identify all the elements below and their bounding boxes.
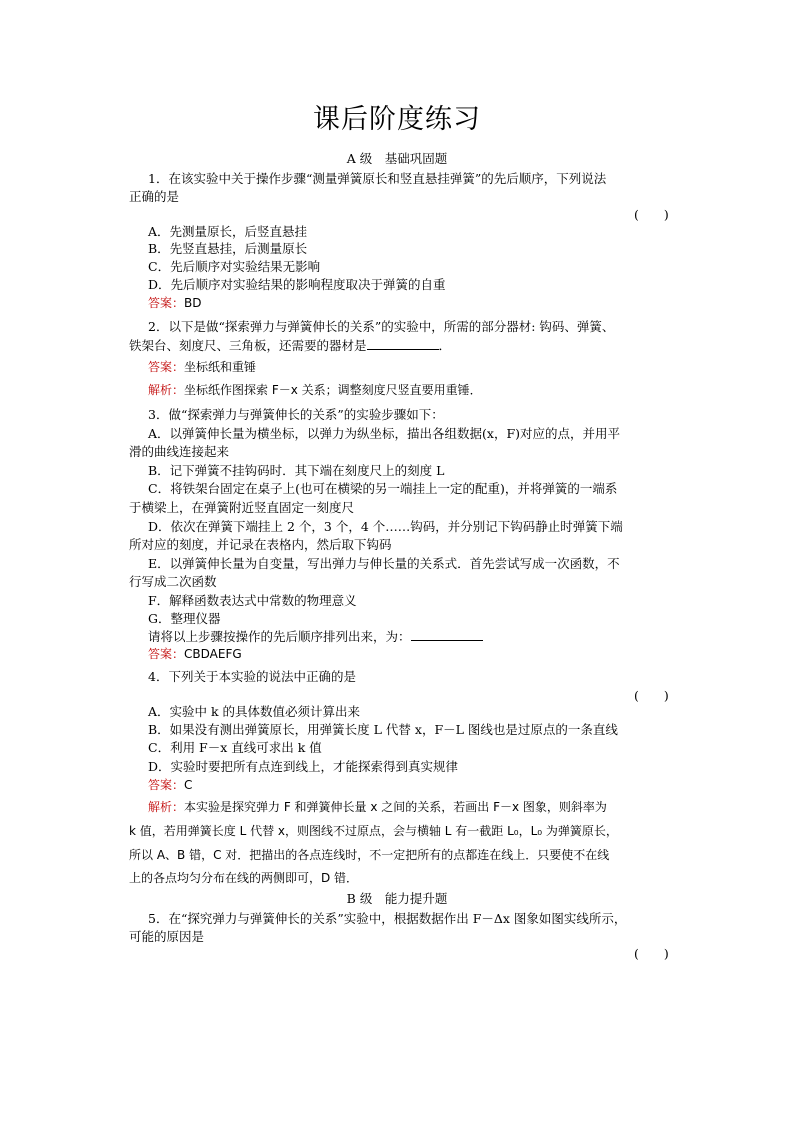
q2-blank (367, 337, 439, 350)
q3-step-b: B．记下弹簧不挂钩码时．其下端在刻度尺上的刻度 L (148, 463, 445, 478)
q4-explain-line3: 所以 A、B 错，C 对．把描出的各点连线时，不一定把所有的点都连在线上．只要使不在线 (129, 848, 610, 862)
q3-step-c-line1: C．将铁架台固定在桌子上(也可在横梁的另一端挂上一定的配重)，并将弹簧的一端系 (148, 481, 618, 496)
section-b-heading: B 级 能力提升题 (346, 891, 448, 906)
q4-answer-bracket: ( ) (634, 688, 669, 703)
q2-answer-row (148, 359, 693, 376)
q3-stem: 3．做“探索弹力与弹簧伸长的关系”的实验步骤如下： (148, 407, 444, 422)
q1-option-a: A．先测量原长，后竖直悬挂 (148, 224, 308, 239)
q4-option-d: D．实验时要把所有点连到线上，才能探索得到真实规律 (148, 759, 459, 774)
q4-explain-line2: k 值，若用弹簧长度 L 代替 x，则图线不过原点，会与横轴 L 有一截距 L₀，L₀ 为弹簧原长， (129, 824, 618, 838)
q1-answer-bracket: ( ) (634, 207, 669, 222)
q2-answer: 坐标纸和重锤 (184, 360, 257, 374)
q3-step-f: F．解释函数表达式中常数的物理意义 (148, 593, 357, 608)
q1-stem-line1: 1．在该实验中关于操作步骤“测量弹簧原长和竖直悬挂弹簧”的先后顺序，下列说法 (148, 171, 607, 186)
q4-stem: 4．下列关于本实验的说法中正确的是 (148, 669, 356, 684)
q3-step-a-line2: 滑的曲线连接起来 (129, 444, 230, 459)
q1-option-d: D．先后顺序对实验结果的影响程度取决于弹簧的自重 (148, 277, 446, 292)
q4-answer: C (184, 778, 193, 792)
q3-blank (411, 628, 483, 641)
q4-answer-row (148, 777, 693, 794)
q3-step-e-line2: 行写成二次函数 (129, 574, 217, 589)
q3-step-d-line1: D．依次在弹簧下端挂上 2 个，3 个，4 个……钩码，并分别记下钩码静止时弹簧下端 (148, 519, 623, 534)
q5-answer-bracket: ( ) (634, 946, 669, 961)
q3-step-e-line1: E．以弹簧伸长量为自变量，写出弹力与伸长量的关系式．首先尝试写成一次函数，不 (148, 556, 620, 571)
q2-stem-line2: 铁架台、刻度尺、三角板，还需要的器材是 ． (129, 338, 452, 353)
q3-ask: 请将以上步骤按操作的先后顺序排列出来，为： (148, 628, 693, 645)
q3-answer-row (148, 646, 693, 663)
q2-explain-row (148, 382, 693, 399)
q4-explain-line4: 上的各点均匀分布在线的两侧即可，D 错． (129, 871, 359, 885)
q2-stem-line1: 2．以下是做“探索弹力与弹簧伸长的关系”的实验中，所需的部分器材: 钩码、弹簧、 (148, 319, 615, 334)
q2-explain: 坐标纸作图探索 F－x 关系；调整刻度尺竖直要用重锤． (184, 383, 482, 397)
q1-stem-line2: 正确的是 (129, 189, 180, 204)
q3-step-c-line2: 于横梁上，在弹簧附近竖直固定一刻度尺 (129, 500, 355, 515)
q3-step-a-line1: A．以弹簧伸长量为横坐标，以弹力为纵坐标，描出各组数据(x，F)对应的点，并用平 (148, 426, 621, 441)
q1-option-c: C．先后顺序对实验结果无影响 (148, 259, 321, 274)
explain-label: 解析： (148, 383, 185, 397)
q1-option-b: B．先竖直悬挂，后测量原长 (148, 241, 308, 256)
page-title: 课后阶度练习 (313, 104, 481, 135)
explain-label: 解析： (148, 800, 185, 814)
answer-label: 答案： (148, 778, 185, 792)
q5-stem-line1: 5．在“探究弹力与弹簧伸长的关系”实验中，根据数据作出 F－Δx 图象如图实线所示， (148, 911, 627, 926)
q3-step-d-line2: 所对应的刻度，并记录在表格内，然后取下钩码 (129, 537, 392, 552)
q1-answer: BD (184, 296, 202, 310)
answer-label: 答案： (148, 647, 185, 661)
q1-answer-row (148, 295, 693, 312)
q4-explain-row (148, 799, 693, 816)
q3-step-g: G．整理仪器 (148, 611, 221, 626)
answer-label: 答案： (148, 360, 185, 374)
answer-label: 答案： (148, 296, 185, 310)
q4-option-a: A．实验中 k 的具体数值必须计算出来 (148, 704, 361, 719)
q4-explain-line1: 本实验是探究弹力 F 和弹簧伸长量 x 之间的关系，若画出 F－x 图象，则斜率为 (184, 800, 607, 814)
q3-answer: CBDAEFG (184, 647, 242, 661)
section-a-heading: A 级 基础巩固题 (346, 151, 448, 166)
q4-option-b: B．如果没有测出弹簧原长，用弹簧长度 L 代替 x，F－L 图线也是过原点的一条直线 (148, 722, 618, 737)
q5-stem-line2: 可能的原因是 (129, 929, 205, 944)
q4-option-c: C．利用 F－x 直线可求出 k 值 (148, 740, 322, 755)
